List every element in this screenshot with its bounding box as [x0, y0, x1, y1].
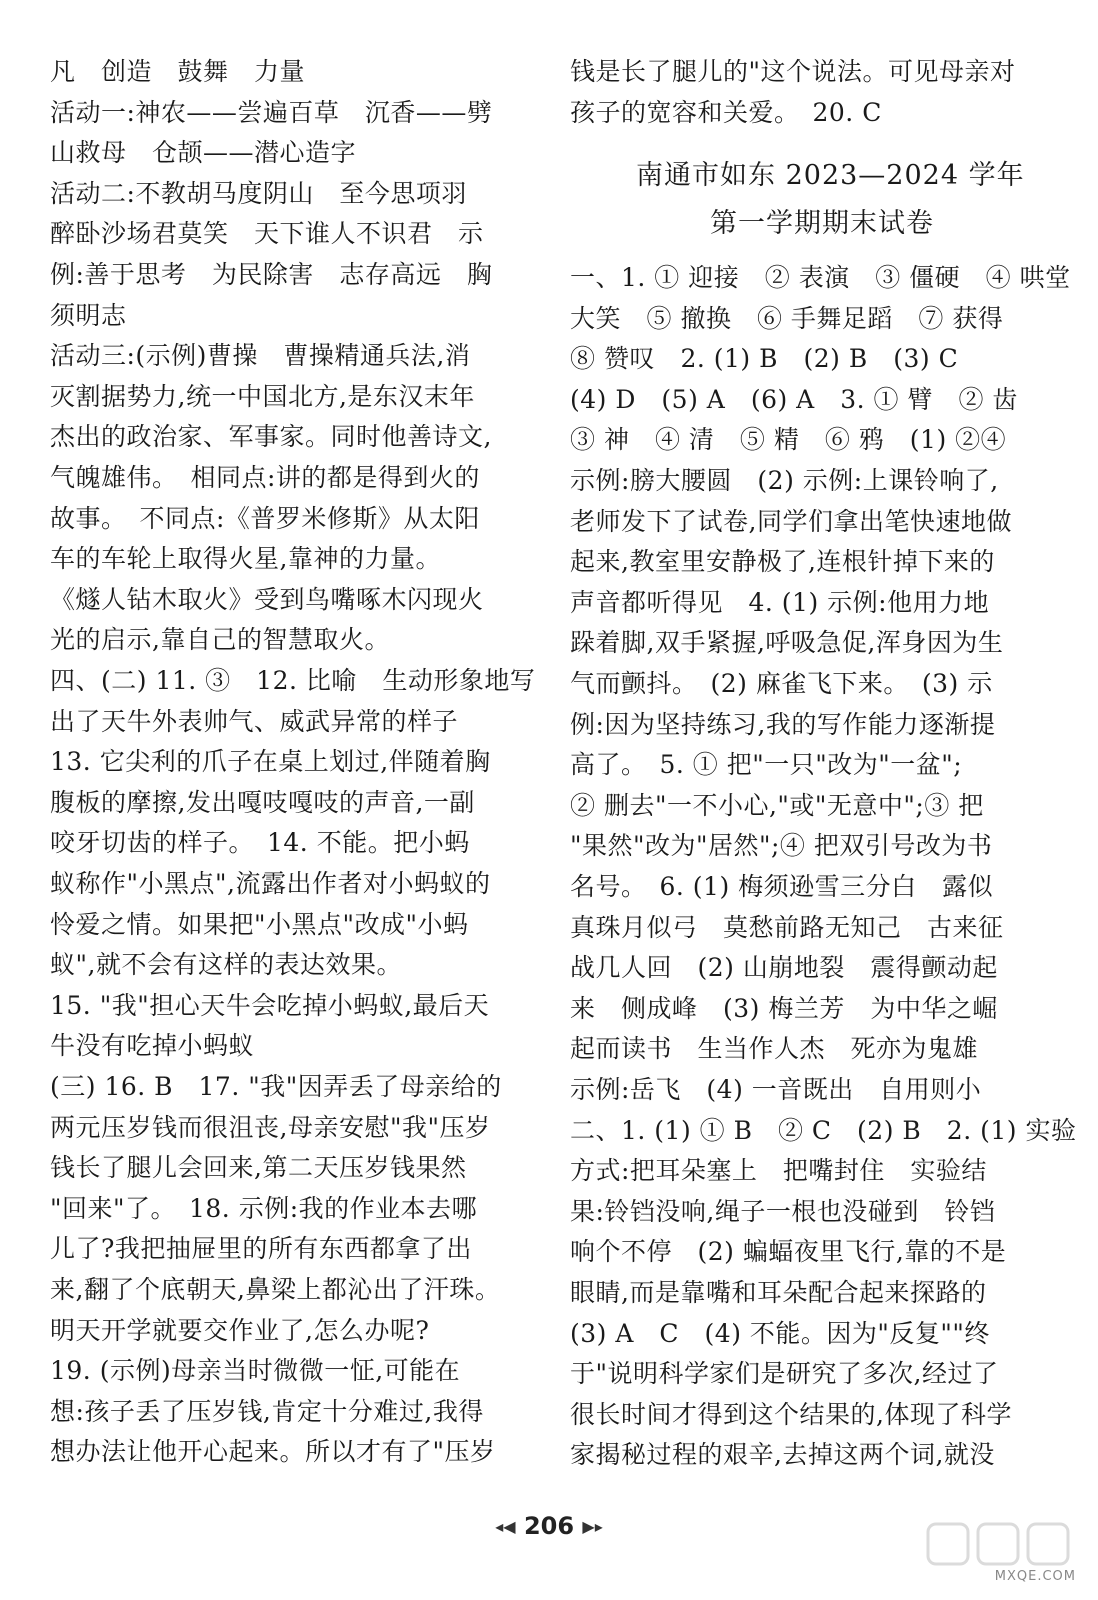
text-line: 示例:岳飞 (4) 一音既出 自用则小: [570, 1075, 982, 1104]
text-line: 明天开学就要交作业了,怎么办呢?: [50, 1315, 430, 1345]
text-line: 醉卧沙场君莫笑 天下谁人不识君 示: [50, 219, 484, 249]
text-line: 高了。 5. ① 把"一只"改为"一盆";: [570, 750, 963, 780]
text-line: 来 侧成峰 (3) 梅兰芳 为中华之崛: [570, 993, 998, 1023]
text-line: 活动一:神农——尝遍百草 沉香——劈: [50, 97, 493, 127]
text-line: 战几人回 (2) 山崩地裂 震得颤动起: [570, 953, 998, 983]
text-line: 凡 创造 鼓舞 力量: [50, 57, 306, 86]
text-line: 儿了?我把抽屉里的所有东西都拿了出: [50, 1234, 472, 1264]
text-line: 光的启示,靠自己的智慧取火。: [50, 625, 390, 655]
text-line: 活动二:不教胡马度阴山 至今思项羽: [50, 178, 467, 208]
text-line: 一、1. ① 迎接 ② 表演 ③ 僵硬 ④ 哄堂: [570, 263, 1071, 292]
text-line: 《燧人钻木取火》受到鸟嘴啄木闪现火: [50, 584, 484, 614]
page-number: 206: [523, 1512, 575, 1540]
text-line: 名号。 6. (1) 梅须逊雪三分白 露似: [570, 872, 994, 901]
text-line: 咬牙切齿的样子。 14. 不能。把小蚂: [50, 828, 470, 858]
text-line: 气魄雄伟。 相同点:讲的都是得到火的: [50, 463, 480, 492]
next-arrows-icon: ▶▸: [582, 1517, 603, 1536]
text-line: "果然"改为"居然";④ 把双引号改为书: [570, 831, 993, 861]
text-line: 很长时间才得到这个结果的,体现了科学: [570, 1399, 1012, 1429]
text-line: 气而颤抖。 (2) 麻雀飞下来。 (3) 示: [570, 669, 993, 698]
text-line: 故事。 不同点:《普罗米修斯》从太阳: [50, 503, 480, 533]
text-line: 腹板的摩擦,发出嘎吱嘎吱的声音,一副: [50, 787, 475, 817]
watermark-text: MXQE.COM: [994, 1569, 1076, 1584]
text-line: 出了天牛外表帅气、威武异常的样子: [50, 706, 459, 736]
text-line: 灭割据势力,统一中国北方,是东汉末年: [50, 381, 475, 411]
text-line: 杰出的政治家、军事家。同时他善诗文,: [50, 422, 492, 452]
text-line: 想办法让他开心起来。所以才有了"压岁: [50, 1437, 496, 1467]
text-line: ③ 神 ④ 清 ⑤ 精 ⑥ 鸦 (1) ②④: [570, 425, 1007, 455]
section-subtitle: 第一学期期末试卷: [710, 208, 934, 239]
text-line: 牛没有吃掉小蚂蚁: [50, 1031, 255, 1061]
text-line: 孩子的宽容和关爱。 20. C: [570, 97, 882, 127]
text-line: 响个不停 (2) 蝙蝠夜里飞行,靠的不是: [570, 1237, 1007, 1267]
text-line: 13. 它尖利的爪子在桌上划过,伴随着胸: [50, 747, 491, 777]
text-line: 钱是长了腿儿的"这个说法。可见母亲对: [570, 57, 1016, 86]
text-line: 例:因为坚持练习,我的写作能力逐渐提: [570, 709, 996, 739]
text-line: 须明志: [50, 300, 127, 330]
text-line: 四、(二) 11. ③ 12. 比喻 生动形象地写: [50, 666, 536, 695]
text-line: 活动三:(示例)曹操 曹操精通兵法,消: [50, 341, 471, 371]
text-line: 跺着脚,双手紧握,呼吸急促,浑身因为生: [570, 628, 1004, 658]
text-line: 老师发下了试卷,同学们拿出笔快速地做: [570, 506, 1012, 536]
text-line: 家揭秘过程的艰辛,去掉这两个词,就没: [570, 1440, 995, 1470]
text-line: "回来"了。 18. 示例:我的作业本去哪: [50, 1193, 478, 1223]
text-line: 二、1. (1) ① B ② C (2) B 2. (1) 实验: [570, 1115, 1077, 1145]
prev-arrows-icon: ◂◀: [495, 1517, 516, 1536]
text-line: 怜爱之情。如果把"小黑点"改成"小蚂: [50, 909, 469, 939]
text-line: ② 删去"一不小心,"或"无意中";③ 把: [570, 790, 984, 820]
text-line: 眼睛,而是靠嘴和耳朵配合起来探路的: [570, 1278, 987, 1307]
section-title: 南通市如东 2023—2024 学年: [636, 160, 1025, 191]
text-line: 山救母 仓颉——潜心造字: [50, 138, 357, 168]
text-line: ⑧ 赞叹 2. (1) B (2) B (3) C: [570, 344, 959, 374]
text-line: 钱长了腿儿会回来,第二天压岁钱果然: [50, 1153, 467, 1183]
text-line: 于"说明科学家们是研究了多次,经过了: [570, 1359, 999, 1389]
text-line: 车的车轮上取得火星,靠神的力量。: [50, 544, 441, 574]
text-line: 大笑 ⑤ 撤换 ⑥ 手舞足蹈 ⑦ 获得: [570, 303, 1004, 333]
text-line: (4) D (5) A (6) A 3. ① 臂 ② 齿: [570, 384, 1018, 414]
text-line: 想:孩子丢了压岁钱,肯定十分难过,我得: [50, 1396, 484, 1426]
text-line: 蚁",就不会有这样的表达效果。: [50, 950, 402, 980]
text-line: 蚁称作"小黑点",流露出作者对小蚂蚁的: [50, 869, 491, 898]
text-line: (3) A C (4) 不能。因为"反复""终: [570, 1318, 990, 1348]
text-line: 声音都听得见 4. (1) 示例:他用力地: [570, 587, 990, 617]
text-line: 例:善于思考 为民除害 志存高远 胸: [50, 260, 493, 289]
text-line: 果:铃铛没响,绳子一根也没碰到 铃铛: [570, 1196, 996, 1226]
text-line: 真珠月似弓 莫愁前路无知己 古来征: [570, 912, 1004, 942]
text-line: 两元压岁钱而很沮丧,母亲安慰"我"压岁: [50, 1112, 491, 1142]
text-line: 示例:膀大腰圆 (2) 示例:上课铃响了,: [570, 466, 999, 495]
text-line: 方式:把耳朵塞上 把嘴封住 实验结: [570, 1156, 987, 1186]
text-line: 起来,教室里安静极了,连根针掉下来的: [570, 547, 995, 577]
text-line: (三) 16. B 17. "我"因弄丢了母亲给的: [50, 1072, 502, 1101]
text-line: 起而读书 生当作人杰 死亦为鬼雄: [570, 1034, 979, 1064]
text-line: 19. (示例)母亲当时微微一怔,可能在: [50, 1356, 461, 1386]
text-line: 来,翻了个底朝天,鼻梁上都沁出了汗珠。: [50, 1275, 501, 1304]
text-line: 15. "我"担心天牛会吃掉小蚂蚁,最后天: [50, 990, 490, 1020]
